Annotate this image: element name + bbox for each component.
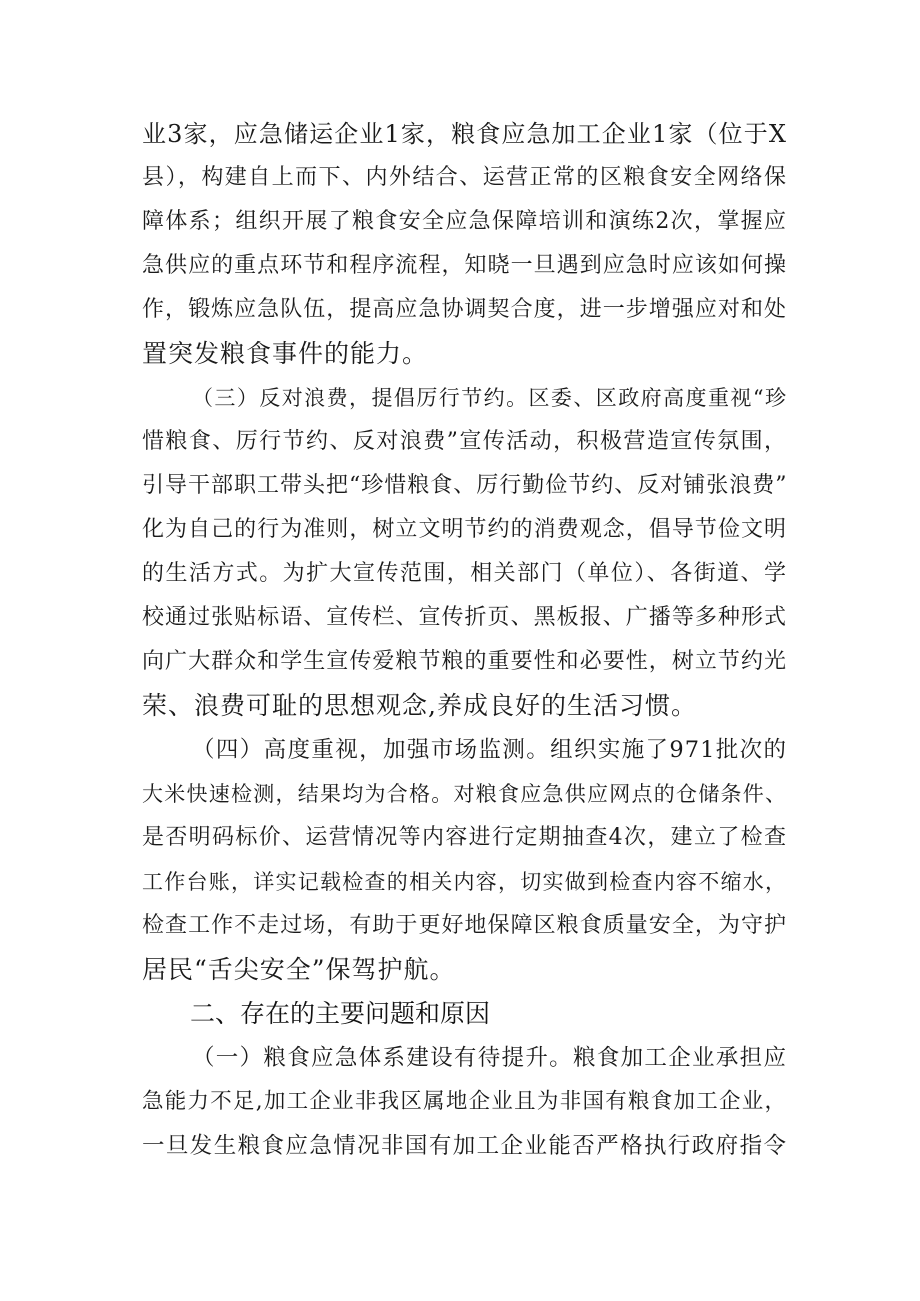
text-line: 校通过张贴标语、宣传栏、宣传折页、黑板报、广播等多种形式	[142, 605, 787, 630]
paragraph-emergency-system	[142, 1036, 787, 1168]
text-line: 向广大群众和学生宣传爱粮节粮的重要性和必要性，树立节约光	[142, 649, 787, 674]
text-line: （三）反对浪费，提倡厉行节约。区委、区政府高度重视“珍	[192, 386, 787, 410]
text-line: 是否明码标价、运营情况等内容进行定期抽查4次，建立了检查	[142, 825, 787, 850]
section-heading: 二、存在的主要问题和原因	[190, 999, 491, 1028]
text-line: 引导干部职工带头把“珍惜粮食、厉行勤俭节约、反对铺张浪费”	[142, 473, 788, 498]
document-body	[142, 112, 787, 1168]
text-line: 县），构建自上而下、内外结合、运营正常的区粮食安全网络保	[142, 165, 787, 190]
text-line: 大米快速检测，结果均为合格。对粮食应急供应网点的仓储条件、	[142, 782, 787, 806]
paragraph-market-monitoring	[142, 728, 787, 992]
text-line: 惜粮食、厉行节约、反对浪费”宣传活动，积极营造宣传氛围，	[142, 429, 787, 454]
paragraph-emergency-network	[142, 112, 787, 376]
text-line: （一）粮食应急体系建设有待提升。粮食加工企业承担应	[192, 1045, 787, 1071]
text-line: （四）高度重视，加强市场监测。组织实施了971批次的	[192, 737, 787, 763]
text-line: 的生活方式。为扩大宣传范围，相关部门（单位）、各街道、学	[142, 561, 787, 586]
text-line: 居民“舌尖安全”保驾护航。	[142, 955, 456, 984]
text-line: 障体系；组织开展了粮食安全应急保障培训和演练2次，掌握应	[142, 209, 787, 234]
text-line: 置突发粮食事件的能力。	[142, 339, 429, 368]
text-line: 检查工作不走过场，有助于更好地保障区粮食质量安全，为守护	[142, 913, 787, 938]
text-line: 工作台账，详实记载检查的相关内容，切实做到检查内容不缩水，	[142, 870, 787, 894]
text-line: 急供应的重点环节和程序流程，知晓一旦遇到应急时应该如何操	[142, 253, 787, 278]
text-line: 一旦发生粮食应急情况非国有加工企业能否严格执行政府指令	[142, 1133, 787, 1159]
text-line: 化为自己的行为准则，树立文明节约的消费观念，倡导节俭文明	[142, 517, 787, 542]
paragraph-oppose-waste	[142, 376, 787, 728]
text-line: 作，锻炼应急队伍，提高应急协调契合度，进一步增强应对和处	[142, 297, 787, 322]
text-line: 荣、浪费可耻的思想观念,养成良好的生活习惯。	[142, 691, 697, 720]
text-line: 急能力不足,加工企业非我区属地企业且为非国有粮食加工企业，	[142, 1089, 787, 1114]
text-line: 业3家，应急储运企业1家，粮食应急加工企业1家（位于X	[142, 120, 787, 148]
